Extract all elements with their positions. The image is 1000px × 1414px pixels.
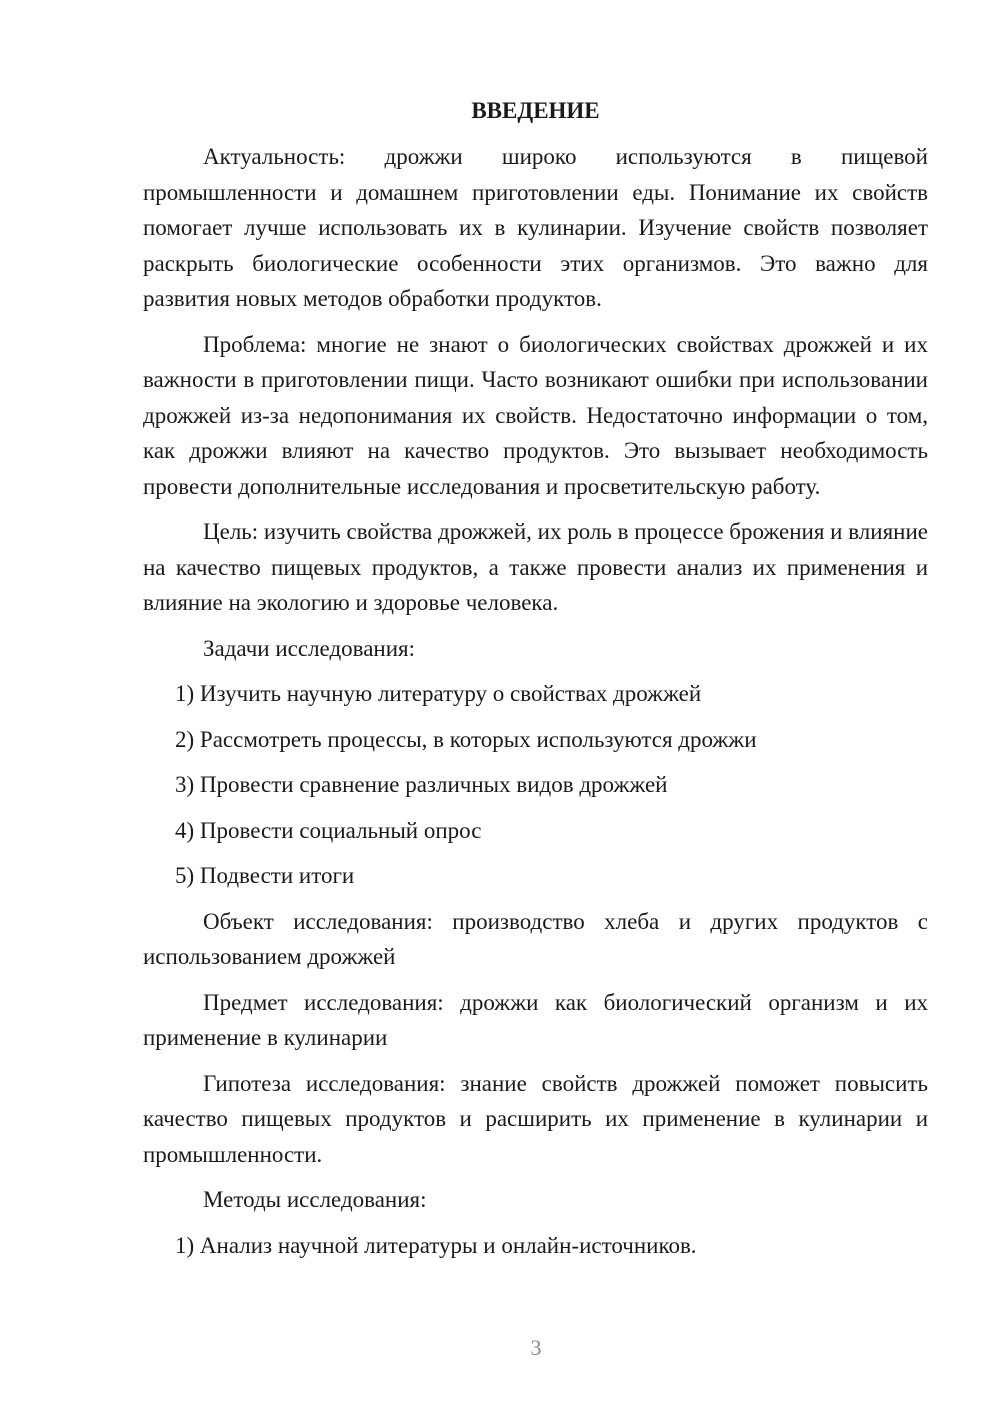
object-paragraph: Объект исследования: производство хлеба и других продуктов с использованием дрожжей	[143, 908, 928, 969]
task-item: 2) Рассмотреть процессы, в которых используются дрожжи	[175, 726, 757, 752]
task-item: 1) Изучить научную литературу о свойствах дрожжей	[175, 681, 702, 706]
methods-list	[143, 1228, 928, 1264]
section-title: ВВЕДЕНИЕ	[471, 98, 600, 123]
hypothesis-paragraph: Гипотеза исследования: знание свойств дрожжей поможет повысить качество пищевых продуктов и расширить их применение в кулинарии и промышленности.	[143, 1070, 928, 1167]
task-item: 5) Подвести итоги	[175, 863, 355, 888]
methods-heading: Методы исследования:	[203, 1187, 427, 1212]
page-content	[143, 93, 928, 1273]
task-item: 4) Провести социальный опрос	[175, 817, 482, 843]
subject-paragraph: Предмет исследования: дрожжи как биологический организм и их применение в кулинарии	[143, 989, 928, 1050]
relevance-paragraph: Актуальность: дрожжи широко используются в пищевой промышленности и домашнем приготовлении еды. Понимание их свойств помогает лучше использовать их в кулинарии. Изучение свойств позволяет раскрыть биологические особенности этих организмов. Это важно для развития новых методов обработки продуктов.	[143, 144, 928, 311]
method-item: 1) Анализ научной литературы и онлайн-источников.	[175, 1232, 697, 1258]
tasks-list	[143, 676, 928, 894]
tasks-heading: Задачи исследования:	[203, 635, 416, 661]
page-number: 3	[530, 1335, 542, 1360]
goal-paragraph: Цель: изучить свойства дрожжей, их роль в процессе брожения и влияние на качество пищевых продуктов, а также провести анализ их применения и влияние на экологию и здоровье человека.	[143, 519, 928, 615]
problem-paragraph: Проблема: многие не знают о биологических свойствах дрожжей и их важности в приготовлении пищи. Часто возникают ошибки при использовании дрожжей из-за недопонимания их свойств. Недостаточно информации о том, как дрожжи влияют на качество продуктов. Это вызывает необходимость провести дополнительные исследования и просветительскую работу.	[143, 331, 928, 499]
task-item: 3) Провести сравнение различных видов дрожжей	[175, 772, 668, 797]
